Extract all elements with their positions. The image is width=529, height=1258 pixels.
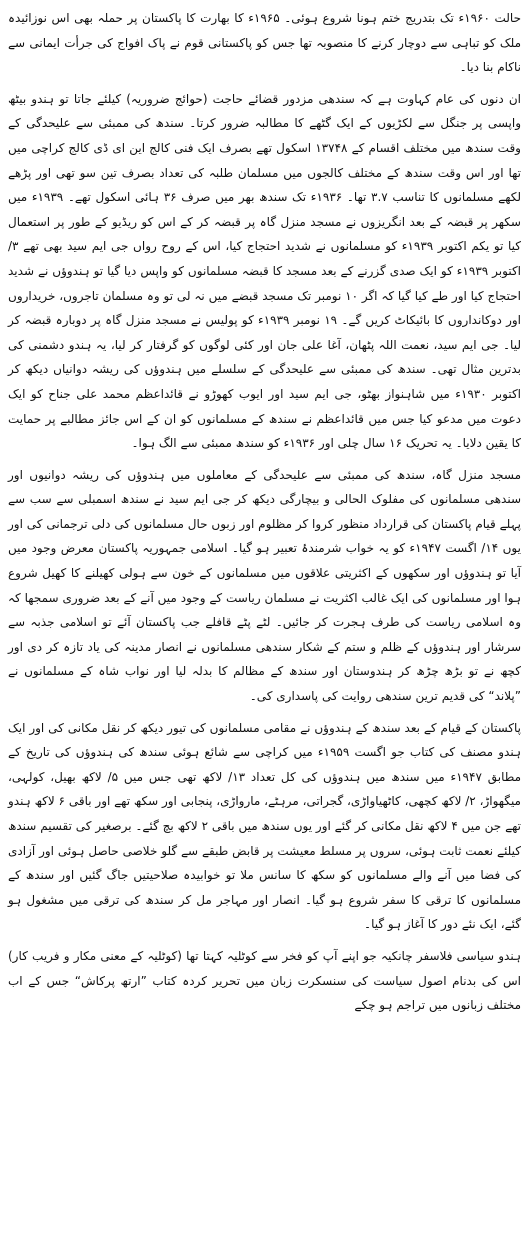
paragraph-war-1965: حالت ۱۹۶۰ء تک بتدریج ختم ہونا شروع ہوئی۔ ۱۹۶۵ء کا بھارت کا پاکستان پر حملہ بھی اس نوزائیدہ ملک کو تباہی سے دوچار کرنے کا منصوبہ تھا جس کو پاکستانی قوم نے پاک افواج کی جرأت ایمانی سے ناکام بنا دیا۔ bbox=[8, 11, 522, 75]
paragraph-hindu-migration: پاکستان کے قیام کے بعد سندھ کے ہندوؤں نے مقامی مسلمانوں کی تیور دیکھ کر نقل مکانی کی اور ایک ہندو مصنف کی کتاب جو اگست ۱۹۵۹ء میں کراچی سے شائع ہوئی سندھ کی ہندوؤں کی تاریخ کے مطابق ۱۹۴۷ء میں سندھ میں ہندوؤں کی کل تعداد ۱۳/ لاکھ تھی جس میں ۵/ لاکھ بھیل، کولہی، میگھواڑ، ۲/ لاکھ کچھی، کاٹھیاواڑی، گجراتی، مرہٹے، مارواڑی، پنجابی اور سکھ تھے اور باقی ۶ لاکھ ہندو تھے جن میں ۴ لاکھ نقل مکانی کر گئے اور یوں سندھ میں باقی ۲ لاکھ بچ گئے۔ برصغیر کی تقسیم سندھ کیلئے نعمت ثابت ہوئی، سروں پر مسلط معیشت پر قابض طبقے سے گلو خلاصی حاصل ہوئی اور آزادی کی فضا میں آنے والے مسلمانوں کو سکھ کا سانس ملا تو خوابیدہ صلاحیتیں جاگ گئیں اور سندھ کے مسلمانوں کا ترقی کا سفر شروع ہو گیا۔ انصار اور مہاجر مل کر سندھ کی ترقی میں مشغول ہو گئے، ایک نئے دور کا آغاز ہو گیا۔ bbox=[8, 720, 521, 932]
paragraph-chanakya: ہندو سیاسی فلاسفر چانکیہ جو اپنے آپ کو فخر سے کوٹلیہ کہتا تھا (کوٹلیہ کے معنی مکار و فریب کار) اس کی بدنام اصول سیاست کی سنسکرت زبان میں تحریر کردہ کتاب ”ارتھ پرکاش“ جس کے اب مختلف زبانوں میں تراجم ہو چکے bbox=[8, 948, 521, 1013]
paragraph-pakistan-resolution: مسجد منزل گاہ، سندھ کی ممبئی سے علیحدگی کے معاملوں میں ہندوؤں کی ریشہ دوانیوں اور سندھی مسلمانوں کی مفلوک الحالی و بیچارگی دیکھ کر جی ایم سید نے سندھ اسمبلی سے سب سے پہلے قیام پاکستان کی قرارداد منظور کروا کر مظلوم اور زبوں حال مسلمانوں کی دلی ترجمانی کی اور یوں ۱۴/ اگست ۱۹۴۷ء کو یہ خواب شرمندۂ تعبیر ہو گیا۔ اسلامی جمہوریہ پاکستان معرض وجود میں آیا تو ہندوؤں اور سکھوں کے اکثریتی علاقوں میں مسلمانوں کے خون سے ہولی کھیلنے کا کھیل شروع ہوا اور مسلمانوں کی ایک غالب اکثریت نے مسلمان ریاست کے وجود میں آنے کے بعد ضروری سمجھا کہ وہ اسلامی ریاست کی طرف ہجرت کر جائیں۔ لٹے پٹے قافلے جب پاکستان آئے تو اسلامی جذبہ سے سرشار اور ہندوؤں کے ظلم و ستم کے شکار سندھی مسلمانوں نے انصار مدینہ کی یاد تازہ کر دی اور کچھ نے تو بڑھ چڑھ کر ہندوستان اور سندھ کے مظالم کا بدلہ لیا اور نواب شاہ کے مسلمانوں نے ”پلاند“ کی قدیم ترین سندھی روایت کی پاسداری کی۔ bbox=[8, 467, 521, 704]
paragraph-sindh-separation: ان دنوں کی عام کہاوت ہے کہ سندھی مزدور قضائے حاجت (حوائج ضروریہ) کیلئے جاتا تو ہندو بیٹھ واپسی پر جنگل سے لکڑیوں کے ایک گٹھے کا مطالبہ ضرور کرتا۔ سندھ کی ممبئی سے علیحدگی کے وقت سندھ میں مختلف اقسام کے ۱۳۷۴۸ اسکول تھے بصرف ایک فنی کالج این ای ڈی کالج کراچی میں تھا اور اس وقت سندھ کے مختلف کالجوں میں مسلمان طلبہ کی تعداد بصرف تین سو تھی اور پڑھے لکھے مسلمانوں کا تناسب ۳.۷ تھا۔ ۱۹۳۶ء تک سندھ بھر میں صرف ۳۶ ہائی اسکول تھے۔ ۱۹۳۹ء میں سکھر پر قبضہ کے بعد انگریزوں نے مسجد منزل گاہ پر قبضہ کر کے اس کو ریڈیو کے طور پر استعمال کیا تو یکم اکتوبر ۱۹۳۹ء کو مسلمانوں نے شدید احتجاج کیا، اس کے روح رواں جی ایم سید بھی تھے ۳/ اکتوبر ۱۹۳۹ء کو ایک صدی گزرنے کے بعد مسجد کا قبضہ مسلمانوں کو واپس دیا گیا تو ہندوؤں نے شدید احتجاج کیا اور طے کیا گیا کہ اگر ۱۰ نومبر تک مسجد قبضے میں نہ لی تو وہ مسلمان تاجروں، خریداروں اور دوکانداروں کا بائیکاٹ کریں گے۔ ۱۹ نومبر ۱۹۳۹ء کو پولیس نے مسجد منزل گاہ پر دوبارہ قبضہ کر لیا۔ جی ایم سید، نعمت اللہ پٹھان، آغا علی جان اور کئی لوگوں کو گرفتار کر لیا، یہ ہندو دشمنی کی بدترین مثال تھی۔ سندھ کی ممبئی سے علیحدگی کے سلسلے میں ہندوؤں کی ریشہ دوانیاں دیکھ کر اکتوبر ۱۹۳۰ء میں شاہنواز بھٹو، جی ایم سید اور ایوب کھوڑو نے قائداعظم محمد علی جناح کو ایک دعوت میں مدعو کیا جس میں قائداعظم نے سندھ کے مسلمانوں کو ان کے اس جائز مطالبے پر حمایت کا یقین دلایا۔ یہ تحریک ۱۶ سال چلی اور ۱۹۳۶ء کو سندھ ممبئی سے الگ ہوا۔ bbox=[8, 91, 522, 451]
